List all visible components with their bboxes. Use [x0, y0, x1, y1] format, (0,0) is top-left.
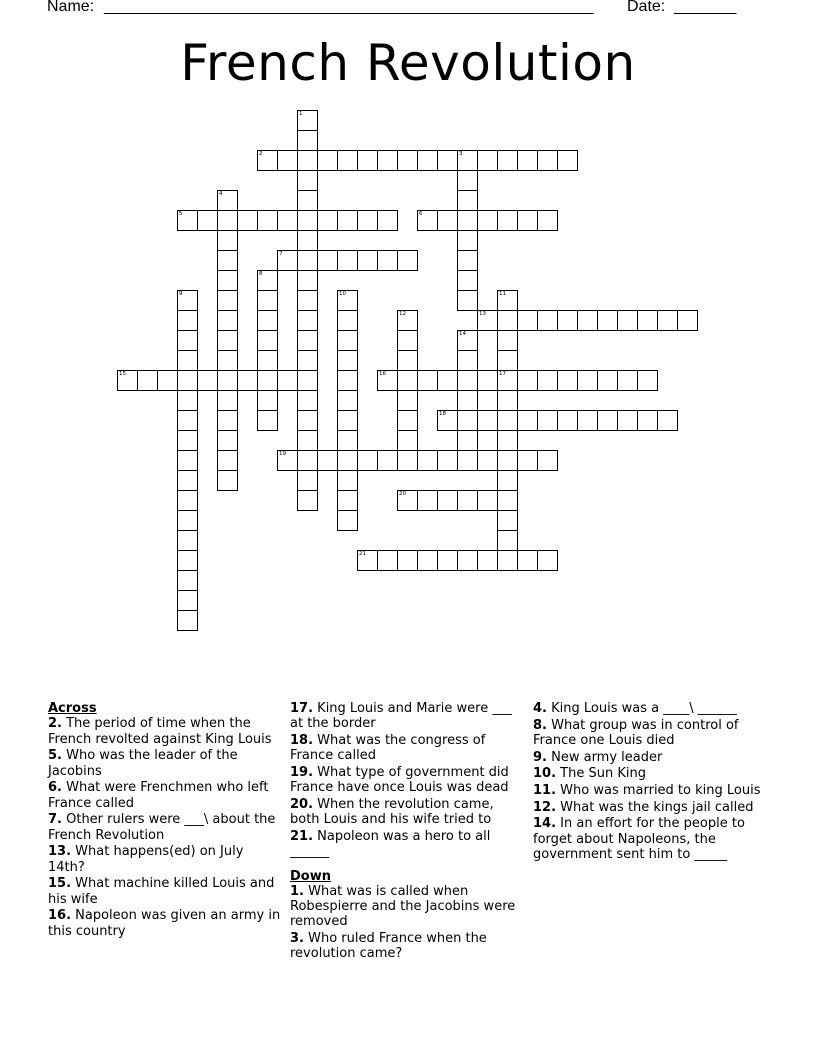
crossword-cell[interactable] [177, 550, 198, 571]
crossword-cell[interactable] [457, 390, 478, 411]
crossword-cell[interactable] [177, 330, 198, 351]
clue-number-13: 13 [479, 311, 486, 317]
crossword-cell[interactable] [217, 290, 238, 311]
crossword-cell[interactable] [177, 570, 198, 591]
crossword-cell[interactable] [377, 210, 398, 231]
crossword-cell[interactable] [177, 610, 198, 631]
clue-down-3: 3. Who ruled France when the revolution came? [290, 931, 487, 962]
crossword-cell[interactable] [497, 470, 518, 491]
crossword-cell[interactable] [277, 450, 298, 471]
crossword-cell[interactable] [677, 310, 698, 331]
crossword-cell[interactable] [177, 530, 198, 551]
crossword-cell[interactable] [497, 290, 518, 311]
crossword-cell[interactable] [597, 370, 618, 391]
clue-down-9: 9. New army leader [533, 749, 663, 765]
crossword-cell[interactable] [177, 290, 198, 311]
crossword-cell[interactable] [617, 410, 638, 431]
clue-number-4: 4 [219, 191, 223, 197]
crossword-cell[interactable] [477, 370, 498, 391]
crossword-cell[interactable] [457, 290, 478, 311]
clue-number-16: 16 [379, 371, 386, 377]
crossword-cell[interactable] [457, 230, 478, 251]
crossword-cell[interactable] [497, 390, 518, 411]
crossword-cell[interactable] [337, 370, 358, 391]
clue-number-19: 19 [279, 451, 286, 457]
crossword-cell[interactable] [457, 370, 478, 391]
crossword-cell[interactable] [217, 270, 238, 291]
crossword-cell[interactable] [257, 210, 278, 231]
down-heading: Down [290, 868, 331, 884]
crossword-cell[interactable] [577, 410, 598, 431]
crossword-cell[interactable] [297, 470, 318, 491]
crossword-cell[interactable] [297, 250, 318, 271]
crossword-cell[interactable] [337, 490, 358, 511]
crossword-cell[interactable] [377, 550, 398, 571]
crossword-cell[interactable] [177, 470, 198, 491]
crossword-cell[interactable] [297, 390, 318, 411]
crossword-cell[interactable] [457, 170, 478, 191]
crossword-cell[interactable] [397, 330, 418, 351]
crossword-cell[interactable] [577, 310, 598, 331]
clue-down-14: 14. In an effort for the people to forget about Napoleons, the government sent him to _____ [533, 816, 745, 863]
crossword-cell[interactable] [217, 390, 238, 411]
clue-across-6: 6. What were Frenchmen who left France called [48, 780, 269, 811]
crossword-cell[interactable] [397, 430, 418, 451]
crossword-cell[interactable] [317, 250, 338, 271]
crossword-cell[interactable] [437, 410, 458, 431]
clue-number-3: 3 [459, 151, 463, 157]
crossword-cell[interactable] [297, 490, 318, 511]
crossword-cell[interactable] [277, 250, 298, 271]
crossword-cell[interactable] [477, 450, 498, 471]
crossword-cell[interactable] [557, 150, 578, 171]
crossword-cell[interactable] [397, 150, 418, 171]
crossword-cell[interactable] [197, 370, 218, 391]
crossword-cell[interactable] [297, 110, 318, 131]
crossword-cell[interactable] [397, 490, 418, 511]
crossword-cell[interactable] [177, 310, 198, 331]
crossword-cell[interactable] [417, 450, 438, 471]
crossword-cell[interactable] [137, 370, 158, 391]
date-blank[interactable]: _______ [674, 0, 737, 15]
crossword-cell[interactable] [257, 370, 278, 391]
crossword-cell[interactable] [337, 470, 358, 491]
crossword-cell[interactable] [497, 410, 518, 431]
crossword-cell[interactable] [437, 210, 458, 231]
clue-number-14: 14 [459, 331, 466, 337]
crossword-cell[interactable] [537, 150, 558, 171]
crossword-cell[interactable] [337, 430, 358, 451]
crossword-cell[interactable] [377, 370, 398, 391]
clue-across-16: 16. Napoleon was given an army in this country [48, 908, 281, 939]
clue-across-17: 17. King Louis and Marie were ___ at the border [290, 701, 512, 732]
crossword-cell[interactable] [617, 370, 638, 391]
crossword-cell[interactable] [537, 310, 558, 331]
crossword-cell[interactable] [297, 270, 318, 291]
crossword-cell[interactable] [557, 310, 578, 331]
crossword-cell[interactable] [297, 290, 318, 311]
clue-number-12: 12 [399, 311, 406, 317]
clue-number-11: 11 [499, 291, 506, 297]
crossword-cell[interactable] [177, 410, 198, 431]
crossword-cell[interactable] [337, 310, 358, 331]
crossword-cell[interactable] [377, 450, 398, 471]
clue-number-6: 6 [419, 211, 423, 217]
crossword-cell[interactable] [257, 270, 278, 291]
crossword-cell[interactable] [457, 150, 478, 171]
crossword-cell[interactable] [397, 390, 418, 411]
crossword-cell[interactable] [177, 370, 198, 391]
crossword-cell[interactable] [217, 190, 238, 211]
across-heading: Across [48, 701, 97, 716]
crossword-cell[interactable] [337, 350, 358, 371]
crossword-cell[interactable] [217, 370, 238, 391]
crossword-cell[interactable] [117, 370, 138, 391]
crossword-cell[interactable] [357, 150, 378, 171]
crossword-cell[interactable] [477, 150, 498, 171]
crossword-cell[interactable] [317, 150, 338, 171]
clue-across-2: 2. The period of time when the French revolted against King Louis [48, 716, 272, 747]
crossword-cell[interactable] [297, 130, 318, 151]
crossword-cell[interactable] [357, 550, 378, 571]
crossword-cell[interactable] [217, 210, 238, 231]
clues-column-1 [48, 701, 284, 940]
clue-down-10: 10. The Sun King [533, 766, 646, 782]
clue-down-4: 4. King Louis was a ____\ ______ [533, 701, 737, 716]
date-label: Date: [627, 0, 666, 15]
crossword-cell[interactable] [177, 510, 198, 531]
crossword-cell[interactable] [297, 450, 318, 471]
crossword-cell[interactable] [337, 450, 358, 471]
crossword-cell[interactable] [357, 250, 378, 271]
crossword-cell[interactable] [297, 310, 318, 331]
crossword-cell[interactable] [537, 370, 558, 391]
crossword-cell[interactable] [637, 310, 658, 331]
crossword-cell[interactable] [517, 410, 538, 431]
clue-across-18: 18. What was the congress of France called [290, 732, 486, 764]
crossword-cell[interactable] [177, 350, 198, 371]
crossword-cell[interactable] [417, 550, 438, 571]
crossword-cell[interactable] [237, 210, 258, 231]
crossword-cell[interactable] [217, 330, 238, 351]
crossword-cell[interactable] [497, 510, 518, 531]
crossword-cell[interactable] [297, 350, 318, 371]
crossword-cell[interactable] [337, 330, 358, 351]
crossword-cell[interactable] [637, 370, 658, 391]
crossword-cell[interactable] [177, 450, 198, 471]
clue-across-13: 13. What happens(ed) on July 14th? [48, 844, 244, 875]
crossword-cell[interactable] [397, 250, 418, 271]
clue-number-8: 8 [259, 271, 263, 277]
name-label: Name: [47, 0, 95, 15]
crossword-cell[interactable] [297, 410, 318, 431]
crossword-cell[interactable] [197, 210, 218, 231]
crossword-cell[interactable] [497, 550, 518, 571]
crossword-cell[interactable] [437, 450, 458, 471]
crossword-cell[interactable] [517, 150, 538, 171]
crossword-cell[interactable] [477, 410, 498, 431]
crossword-cell[interactable] [297, 210, 318, 231]
crossword-cell[interactable] [297, 230, 318, 251]
crossword-cell[interactable] [457, 430, 478, 451]
crossword-cell[interactable] [177, 590, 198, 611]
clue-number-7: 7 [279, 251, 283, 257]
crossword-cell[interactable] [397, 550, 418, 571]
crossword-cell[interactable] [457, 490, 478, 511]
clue-number-15: 15 [119, 371, 126, 377]
crossword-cell[interactable] [297, 190, 318, 211]
crossword-cell[interactable] [537, 410, 558, 431]
crossword-cell[interactable] [397, 410, 418, 431]
crossword-cell[interactable] [497, 490, 518, 511]
crossword-cell[interactable] [637, 410, 658, 431]
crossword-cell[interactable] [457, 450, 478, 471]
crossword-cell[interactable] [477, 490, 498, 511]
crossword-cell[interactable] [497, 350, 518, 371]
crossword-cell[interactable] [537, 550, 558, 571]
crossword-cell[interactable] [337, 150, 358, 171]
crossword-cell[interactable] [257, 410, 278, 431]
crossword-cell[interactable] [257, 310, 278, 331]
clues-column-3 [533, 701, 769, 864]
crossword-cell[interactable] [157, 370, 178, 391]
crossword-cell[interactable] [457, 250, 478, 271]
clue-number-2: 2 [259, 151, 263, 157]
crossword-cell[interactable] [177, 210, 198, 231]
crossword-cell[interactable] [257, 290, 278, 311]
clue-across-7: 7. Other rulers were ___\ about the French Revolution [48, 812, 276, 843]
clue-down-11: 11. Who was married to king Louis [533, 783, 761, 799]
crossword-cell[interactable] [297, 170, 318, 191]
crossword-cell[interactable] [217, 350, 238, 371]
crossword-cell[interactable] [297, 430, 318, 451]
crossword-cell[interactable] [497, 210, 518, 231]
clue-number-10: 10 [339, 291, 346, 297]
crossword-cell[interactable] [337, 510, 358, 531]
crossword-cell[interactable] [497, 310, 518, 331]
crossword-cell[interactable] [457, 350, 478, 371]
crossword-cell[interactable] [477, 210, 498, 231]
crossword-cell[interactable] [217, 470, 238, 491]
crossword-cell[interactable] [557, 370, 578, 391]
crossword-cell[interactable] [417, 210, 438, 231]
crossword-cell[interactable] [297, 330, 318, 351]
clue-number-5: 5 [179, 211, 183, 217]
crossword-cell[interactable] [517, 210, 538, 231]
crossword-cell[interactable] [257, 330, 278, 351]
crossword-cell[interactable] [337, 410, 358, 431]
crossword-cell[interactable] [277, 210, 298, 231]
clue-across-20: 20. When the revolution came, both Louis and his wife tried to [290, 796, 494, 828]
crossword-cell[interactable] [497, 330, 518, 351]
crossword-cell[interactable] [317, 450, 338, 471]
crossword-cell[interactable] [457, 210, 478, 231]
clue-number-1: 1 [299, 111, 303, 117]
crossword-cell[interactable] [217, 450, 238, 471]
crossword-cell[interactable] [457, 550, 478, 571]
crossword-cell[interactable] [477, 310, 498, 331]
crossword-cell[interactable] [337, 390, 358, 411]
crossword-cell[interactable] [657, 410, 678, 431]
clue-across-19: 19. What type of government did France have once Louis was dead [290, 764, 509, 796]
crossword-cell[interactable] [377, 250, 398, 271]
crossword-cell[interactable] [537, 450, 558, 471]
crossword-cell[interactable] [457, 330, 478, 351]
clue-down-8: 8. What group was in control of France one Louis died [533, 717, 739, 748]
crossword-cell[interactable] [177, 490, 198, 511]
crossword-cell[interactable] [337, 250, 358, 271]
crossword-cell[interactable] [497, 530, 518, 551]
crossword-cell[interactable] [397, 370, 418, 391]
crossword-cell[interactable] [257, 390, 278, 411]
clue-down-1: 1. What was is called when Robespierre and the Jacobins were removed [290, 883, 516, 930]
clue-across-21: 21. Napoleon was a hero to all ______ [290, 828, 491, 860]
crossword-cell[interactable] [237, 370, 258, 391]
crossword-cell[interactable] [597, 310, 618, 331]
crossword-cell[interactable] [437, 550, 458, 571]
clue-across-15: 15. What machine killed Louis and his wife [48, 876, 275, 907]
crossword-cell[interactable] [657, 310, 678, 331]
clue-number-18: 18 [439, 411, 446, 417]
clue-down-12: 12. What was the kings jail called [533, 799, 754, 815]
crossword-cell[interactable] [517, 550, 538, 571]
clue-across-5: 5. Who was the leader of the Jacobins [48, 748, 238, 779]
crossword-cell[interactable] [357, 210, 378, 231]
crossword-cell[interactable] [457, 190, 478, 211]
crossword-cell[interactable] [177, 430, 198, 451]
crossword-cell[interactable] [397, 350, 418, 371]
crossword-cell[interactable] [337, 290, 358, 311]
crossword-cell[interactable] [517, 450, 538, 471]
crossword-cell[interactable] [257, 150, 278, 171]
clue-number-9: 9 [179, 291, 183, 297]
crossword-cell[interactable] [497, 370, 518, 391]
crossword-cell[interactable] [317, 210, 338, 231]
crossword-cell[interactable] [397, 450, 418, 471]
crossword-cell[interactable] [497, 430, 518, 451]
crossword-cell[interactable] [457, 410, 478, 431]
crossword-cell[interactable] [437, 370, 458, 391]
name-blank[interactable]: _______________________________________________________ [104, 0, 594, 15]
crossword-cell[interactable] [417, 490, 438, 511]
crossword-cell[interactable] [417, 150, 438, 171]
crossword-cell[interactable] [557, 410, 578, 431]
crossword-cell[interactable] [437, 490, 458, 511]
crossword-cell[interactable] [477, 550, 498, 571]
crossword-cell[interactable] [217, 230, 238, 251]
page-title: French Revolution [180, 34, 636, 92]
crossword-cell[interactable] [217, 310, 238, 331]
crossword-cell[interactable] [517, 370, 538, 391]
crossword-cell[interactable] [377, 150, 398, 171]
crossword-cell[interactable] [297, 370, 318, 391]
crossword-cell[interactable] [217, 430, 238, 451]
crossword-cell[interactable] [277, 150, 298, 171]
clue-number-20: 20 [399, 491, 406, 497]
crossword-cell[interactable] [457, 270, 478, 291]
crossword-cell[interactable] [357, 450, 378, 471]
crossword-cell[interactable] [177, 390, 198, 411]
clue-number-17: 17 [499, 371, 506, 377]
crossword-cell[interactable] [297, 150, 318, 171]
crossword-cell[interactable] [217, 410, 238, 431]
crossword-cell[interactable] [617, 310, 638, 331]
crossword-cell[interactable] [537, 210, 558, 231]
crossword-cell[interactable] [597, 410, 618, 431]
crossword-cell[interactable] [497, 150, 518, 171]
crossword-cell[interactable] [437, 150, 458, 171]
crossword-cell[interactable] [577, 370, 598, 391]
clue-number-21: 21 [359, 551, 366, 557]
crossword-cell[interactable] [217, 250, 238, 271]
crossword-cell[interactable] [517, 310, 538, 331]
crossword-cell[interactable] [257, 350, 278, 371]
crossword-cell[interactable] [337, 210, 358, 231]
crossword-cell[interactable] [497, 450, 518, 471]
crossword-cell[interactable] [277, 370, 298, 391]
crossword-cell[interactable] [397, 310, 418, 331]
clues-column-2 [290, 701, 526, 963]
crossword-cell[interactable] [417, 370, 438, 391]
